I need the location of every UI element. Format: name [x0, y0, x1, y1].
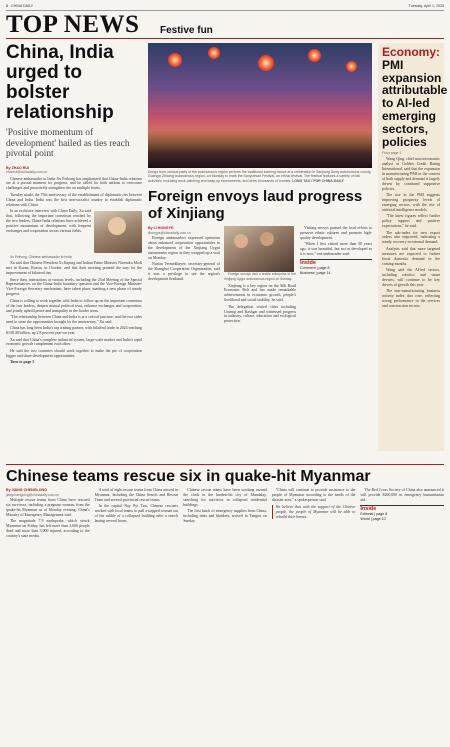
lantern-decoration: [308, 49, 321, 62]
lead-continued[interactable]: Turn to page 3: [10, 360, 35, 365]
envoys-photo-caption: Foreign envoys visit a textile enterprise in the Xinjiang Uygur autonomous region on Sunday.: [224, 272, 296, 282]
earthquake-paragraph: Multiple rescue teams from China have rescued six survivors, including a pregnant woman, from the quake-hit Myanmar as of Monday evening, China's Ministry of Emergency Management said.: [6, 497, 90, 517]
economy-paragraph: Wang said the AI-led sectors, including robotics and smart devices, will continue to be key drivers of growth this year.: [382, 267, 440, 287]
earthquake-paragraph: The first batch of emergency supplies from China, including tents and blankets, arrived in Yangon on Sunday.: [183, 509, 267, 523]
economy-body: [382, 157, 440, 308]
xinjiang-headline[interactable]: Foreign envoys laud progress of Xinjiang: [148, 188, 363, 223]
xinjiang-inside-item[interactable]: Comment | page 8: [300, 266, 330, 271]
lead-story: [6, 43, 142, 451]
festival-photo-credit: LONG TAO / FOR CHINA DAILY: [292, 178, 344, 183]
lead-paragraph: China has long been India's top trading partner, with bilateral trade in 2024 reaching $138.48 billion, up 2.8 percent year-on-year.: [6, 326, 142, 336]
lead-headline[interactable]: China, India urged to bolster relationship: [6, 42, 114, 123]
xinjiang-paragraph: The delegation visited cities including Urumqi and Kashgar and witnessed progress in industry, culture, education and ecological protection.: [224, 304, 296, 324]
economy-headline-text: PMI expansion attributable to AI-led emerging sectors, policies: [382, 57, 448, 149]
earthquake-paragraph: The Red Cross Society of China also announced it will provide $200,000 in emergency humanitarian aid.: [360, 488, 444, 502]
earthquake-col-2: [95, 488, 179, 540]
earthquake-inside-item[interactable]: World | page 10: [360, 516, 386, 521]
xinjiang-paragraph: Foreign ambassadors expressed optimism about enhanced cooperation opportunities in the development of the Xinjiang Uygur autonomous region as they wrapped up a visit on Monday.: [148, 236, 220, 260]
xinjiang-col-2: [224, 226, 296, 326]
lantern-decoration: [258, 55, 274, 71]
earthquake-inside-box: [360, 505, 444, 522]
xinjiang-paragraph: Nurlan Yermekbayev, secretary-general of the Shanghai Cooperation Organization, said it was a privilege to see the region's development firsthand.: [148, 262, 220, 281]
lead-paragraph: In an exclusive interview with China Daily, Xu said that, following the important consensus reached by the two leaders, China-India relations have achieved a positive momentum of development, with frequent exchanges and cooperation across various fields.: [6, 208, 91, 233]
earthquake-inside-item[interactable]: Editorial | page 8: [360, 511, 388, 516]
earthquake-paragraph: In the capital Nay Pyi Taw, Chinese rescuers worked with local teams to pull a trapped woman out of the rubble of a collapsed building after a search lasting several hours.: [94, 504, 179, 523]
economy-paragraph: Analysts said that more targeted measures are expected to further boost domestic demand in the coming months.: [382, 246, 440, 266]
earthquake-headline[interactable]: Chinese teams rescue six in quake-hit Myanmar: [6, 468, 371, 485]
festive-label: Festive fun: [160, 25, 213, 36]
earthquake-col-4: [272, 488, 356, 540]
middle-column: [148, 43, 372, 451]
economy-paragraph: The rise in the PMI suggests improving prosperity levels of emerging sectors, with the rise of artificial intelligence models.: [382, 193, 440, 212]
earthquake-columns: [6, 488, 444, 540]
earthquake-paragraph: "China will continue to provide assistance to the people of Myanmar according to the needs of the disaster area," a spokesperson said.: [271, 488, 356, 502]
xinjiang-paragraph: "When I first visited more than 30 years ago, it was beautiful, but not as developed as it is now," one ambassador said.: [300, 242, 372, 257]
earthquake-byline: By JIANG CHENGLONG: [6, 488, 47, 492]
xinjiang-byline: By LI HONGYE: [148, 226, 174, 231]
ambassador-photo: [94, 211, 142, 253]
festival-caption-text: Dongs from various parts of the autonomous region perform the traditional lusheng dance at a celebration in Sanjiang Dong autonomous county, Guangxi Zhuang autonomous region, on Monday to mark the Sanyuesan Festival, an ethnic festival. The festival features a variety of folk activities, including duck-catching and wrap-up tournaments, and drew thousands of tourists.: [148, 170, 372, 183]
lantern-decoration: [208, 47, 220, 59]
xinjiang-paragraph: Visiting envoys praised the local efforts to preserve ethnic cultures and promote high-quality development.: [300, 226, 372, 241]
paper-name: CHINA DAILY: [11, 4, 34, 8]
lead-paragraph: Since then, interactions at various levels, including the 23rd Meeting of the Special Representatives on the China-India boundary question and the Vice-Foreign Minister-Vice-Foreign Secretary mechanism, have taken place, marking a new phase of steady progress.: [6, 277, 142, 297]
earthquake-byline-email: jiangchenglong@chinadaily.com.cn: [6, 492, 59, 497]
economy-label: Economy:: [382, 45, 441, 59]
issue-date: Tuesday, April 1, 2025: [408, 4, 444, 8]
ambassador-photo-caption: Xu Feihong, Chinese ambassador to India: [10, 254, 72, 259]
earthquake-story: [6, 464, 444, 540]
lead-paragraph: Xu said that Chinese President Xi Jinping and Indian Prime Minister Narendra Modi met in Kazan, Russia, in October, and that their meeting pointed the way for the improvement of bilateral ties.: [6, 261, 142, 276]
masthead: [6, 4, 444, 11]
economy-paragraph: "The latest figures reflect further policy support and positive expectations," he said.: [382, 214, 440, 229]
lead-paragraph: China is willing to work together with India to follow up on the important consensus of the two leaders, deepen mutual political trust, enhance exchanges and cooperation, and jointly uphold peace and tranquility in the border areas.: [6, 298, 142, 313]
envoys-photo: [224, 226, 294, 272]
economy-from-page: From page 1: [382, 151, 402, 156]
xinjiang-body: [148, 226, 372, 326]
economy-paragraph: Wang Qing, chief macroeconomic analyst at Golden Credit Rating International, said that the expansion in manufacturing PMI in the context of both supply and demand is largely driven by continued supportive policies.: [382, 157, 440, 191]
lead-body: [6, 177, 142, 366]
earthquake-col-5: [360, 488, 444, 540]
page-number: 2: [6, 4, 8, 8]
lead-paragraph: Xu said that China's complete industrial system, large-scale market and India's rapid economic growth complement each other.: [6, 337, 142, 347]
xinjiang-col-3: [300, 226, 372, 326]
lead-paragraph: Tuesday marks the 75th anniversary of the establishment of diplomatic ties between China and India. India was the first non-socialist country to establish diplomatic relations with China.: [6, 192, 142, 207]
xinjiang-inside-box: [300, 259, 372, 276]
festival-photo: [148, 43, 372, 168]
economy-headline[interactable]: [382, 45, 448, 149]
earthquake-paragraph: The magnitude 7.9 earthquake, which struck Myanmar on Friday, has left more than 2,000 people dead and more than 3,900 injured, according to the country's state media.: [6, 518, 90, 538]
top-columns: [6, 42, 448, 451]
section-bar: [6, 13, 444, 39]
lead-paragraph: "The relationship between China and India is at a critical juncture, and the two sides need to seize the opportunities brought by the anniversary," Xu said.: [6, 314, 142, 324]
economy-paragraph: The sub-index for new export orders also improved, indicating a steady recovery in external demand.: [382, 230, 440, 245]
earthquake-col-1: [6, 488, 90, 540]
xinjiang-paragraph: Xinjiang is a key region on the Silk Road Economic Belt and has made remarkable achievements in economic growth, people's livelihood and social stability, he said.: [224, 283, 296, 303]
lead-paragraph: He said the two countries should work together to make the pie of cooperation bigger and share development opportunities.: [6, 348, 142, 358]
lead-paragraph: Chinese ambassador to India Xu Feihong has emphasized that China-India relations are at a pivotal moment for progress, and he called for both nations to overcome challenges and proactively strengthen ties on multiple fronts.: [6, 176, 142, 191]
crowd-silhouette: [148, 130, 372, 168]
lead-byline-email: zhaorui@chinadaily.com.cn: [6, 169, 48, 174]
xinjiang-inside-title: Inside: [300, 260, 316, 267]
lantern-decoration: [346, 61, 357, 72]
xinjiang-col-1: [148, 226, 220, 326]
earthquake-pull-quote: We believe that with the support of the Chinese people, the people of Myanmar will be able to rebuild their homes.: [272, 505, 356, 520]
masthead-left: [6, 4, 33, 8]
earthquake-col-3: [183, 488, 267, 540]
xinjiang-byline-email: lihongye@chinadaily.com.cn: [148, 231, 191, 236]
lead-deck: 'Positive momentum of development' hailed as ties reach pivotal point: [6, 128, 130, 159]
xinjiang-inside-item[interactable]: Business | page 14: [300, 270, 331, 275]
earthquake-paragraph: A total of eight rescue teams from China arrived in Myanmar, including the China Search and Rescue Team and several provincial rescue teams.: [94, 488, 179, 502]
section-title: TOP NEWS: [6, 11, 140, 38]
economy-column: [378, 43, 448, 451]
lead-byline: By ZHAO RUI: [6, 165, 29, 170]
lantern-decoration: [168, 53, 182, 67]
earthquake-inside-title: Inside: [360, 505, 377, 512]
economy-paragraph: The non-manufacturing business activity index also rose, reflecting strong performance in the services and construction sectors.: [382, 289, 440, 308]
earthquake-paragraph: Chinese rescue teams have been working around the clock in the hardest-hit city of Mandalay, searching for survivors in collapsed residential buildings.: [183, 488, 267, 507]
festival-caption: [148, 170, 372, 183]
